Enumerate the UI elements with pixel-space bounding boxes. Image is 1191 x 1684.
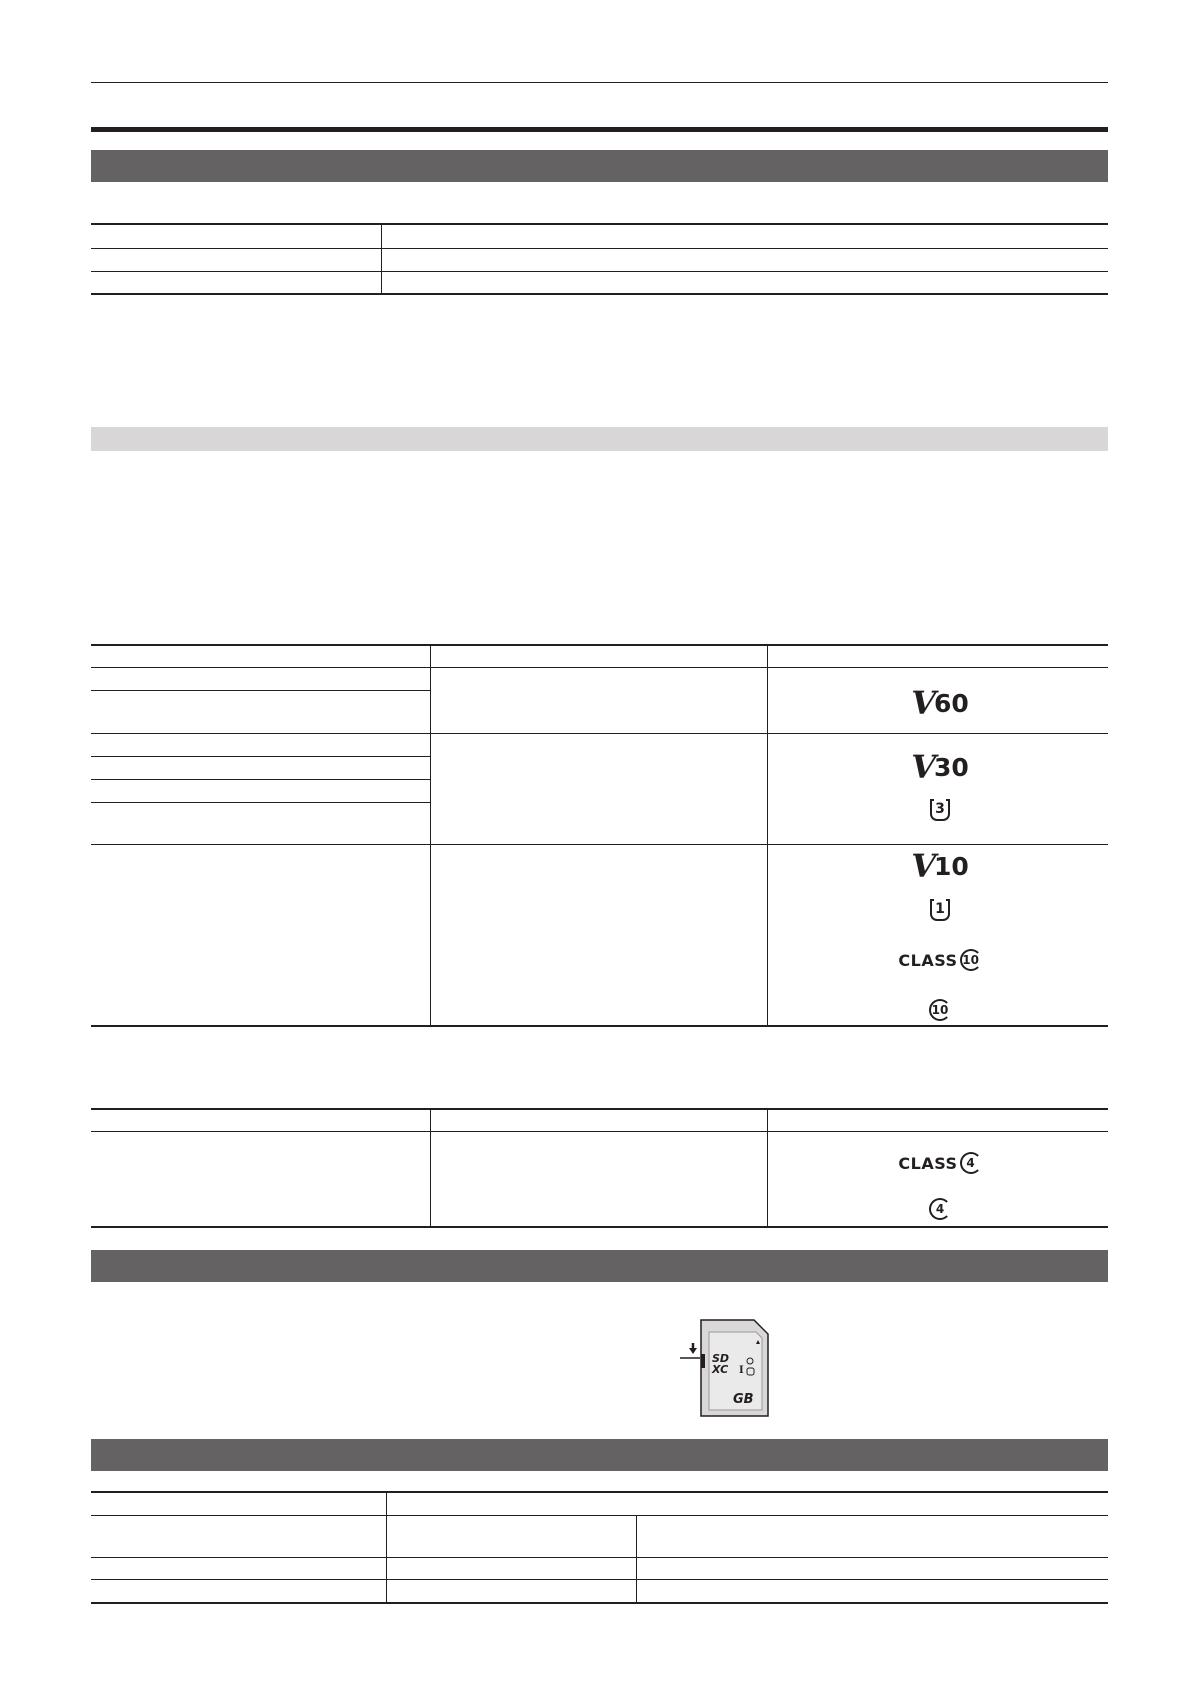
table-1-row-rule <box>91 271 1108 272</box>
table-2-bottom-rule <box>91 1025 1108 1027</box>
table-1-row-rule <box>91 248 1108 249</box>
table-1-top-rule <box>91 223 1108 225</box>
table-1-bottom-rule <box>91 293 1108 295</box>
table-2-column-divider <box>767 646 768 1025</box>
table-3-column-divider <box>430 1110 431 1226</box>
section-band-2 <box>91 1250 1108 1282</box>
table-3-column-divider <box>767 1110 768 1226</box>
header-rule-thick <box>91 127 1108 132</box>
table-4-row-rule <box>91 1557 1108 1558</box>
card-capacity-label: GB <box>733 1392 754 1407</box>
video-speed-class-60-icon: V 60 <box>911 684 969 722</box>
table-3-header-rule <box>91 1131 1108 1132</box>
speed-class-10-icon: 10 <box>925 996 955 1024</box>
card-logo-top: SD <box>712 1352 730 1365</box>
table-2-column-divider <box>430 646 431 1025</box>
section-band-1 <box>91 150 1108 182</box>
speed-class-4-logo-icon: CLASS 4 <box>870 1148 1010 1178</box>
subsection-band <box>91 427 1108 451</box>
table-2-group-rule <box>91 733 1108 734</box>
table-2-row-rule <box>91 756 430 757</box>
table-4-column-divider <box>386 1493 387 1602</box>
card-logo-bottom: XC <box>712 1363 729 1376</box>
table-4-header-rule <box>91 1515 1108 1516</box>
section-band-3 <box>91 1439 1108 1471</box>
header-rule-thin <box>91 82 1108 83</box>
table-4-top-rule <box>91 1491 1108 1493</box>
table-3-bottom-rule <box>91 1226 1108 1228</box>
table-2-header-rule <box>91 667 1108 668</box>
table-2-group-rule <box>91 844 1108 845</box>
uhs-speed-class-1-icon: 1 <box>925 897 955 923</box>
table-2-row-rule <box>91 802 430 803</box>
uhs-speed-class-3-icon: 3 <box>925 797 955 823</box>
table-4-bottom-rule <box>91 1602 1108 1604</box>
table-4-row-rule <box>91 1579 1108 1580</box>
table-2-top-rule <box>91 644 1108 646</box>
table-2-row-rule <box>91 779 430 780</box>
video-speed-class-30-icon: V 30 <box>911 748 969 786</box>
speed-class-4-icon: 4 <box>925 1195 955 1223</box>
table-3-top-rule <box>91 1108 1108 1110</box>
table-1-column-divider <box>381 225 382 293</box>
card-bus-mark: I <box>739 1365 744 1376</box>
speed-class-10-logo-icon: CLASS 10 <box>870 945 1010 975</box>
table-4-column-divider <box>636 1516 637 1602</box>
video-speed-class-10-icon: V 10 <box>911 847 969 885</box>
table-2-row-rule <box>91 690 430 691</box>
sd-card-illustration <box>676 1318 776 1420</box>
